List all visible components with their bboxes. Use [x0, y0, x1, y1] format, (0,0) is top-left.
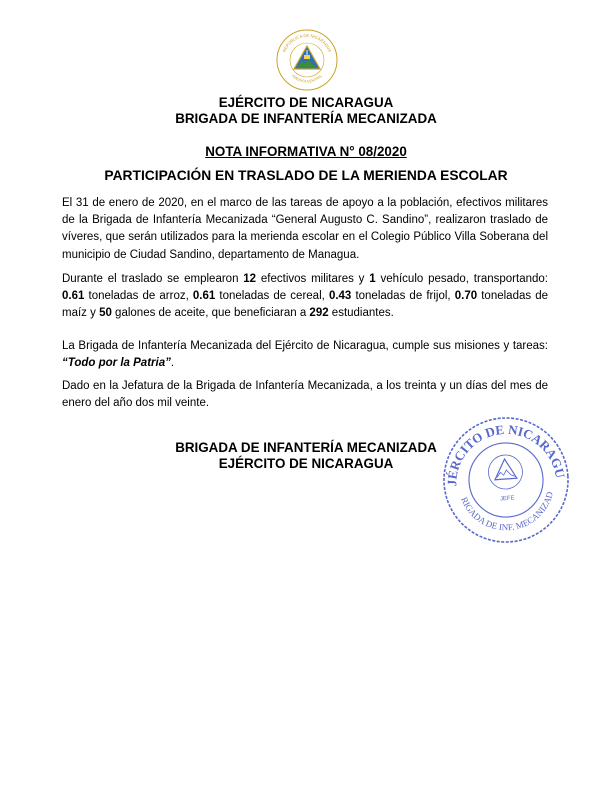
nicaragua-coat-of-arms-icon — [294, 46, 320, 69]
coat-of-arms-seal — [275, 28, 339, 92]
stamp-emblem-icon — [487, 454, 523, 490]
paragraph-given: Dado en la Jefatura de la Brigada de Infantería Mecanizada, a los treinta y un días del mes de enero del año dos mil veinte. — [62, 380, 548, 410]
svg-text:EJÉRCITO DE NICARAGUA — [440, 414, 568, 488]
official-stamp — [440, 414, 572, 546]
note-title: NOTA INFORMATIVA N° 08/2020 — [205, 144, 407, 159]
oil-gallons: 50 — [99, 307, 112, 320]
army-heading: EJÉRCITO DE NICARAGUA — [218, 95, 394, 110]
seal-bottom-text: AMÉRICA CENTRAL — [290, 73, 324, 84]
corn-tons: 0.70 — [454, 290, 478, 303]
stamp-top-text: EJÉRCITO DE NICARAGUA — [444, 421, 568, 487]
rice-tons: 0.61 — [62, 290, 85, 303]
vehicle-count: 1 — [369, 273, 376, 285]
paragraph-logistics: Durante el traslado se emplearon 12 efectivos militares y 1 vehículo pesado, transportando: 0.61 toneladas de arroz, 0.61 toneladas de cereal, 0.43 toneladas de frijol, 0.70 toneladas de maíz y 50 galones de aceite, que beneficiaran a 292 estudiantes. — [62, 273, 549, 320]
stamp-bottom-text: BRIGADA DE INF. MECANIZADA — [459, 490, 556, 533]
cereal-tons: 0.61 — [192, 290, 216, 303]
beans-tons: 0.43 — [328, 290, 352, 303]
signature-army: EJÉRCITO DE NICARAGUA — [218, 456, 394, 471]
signature-brigade: BRIGADA DE INFANTERÍA MECANIZADA — [175, 440, 437, 455]
paragraph-mission: La Brigada de Infantería Mecanizada del Ejército de Nicaragua, cumple sus misiones y tareas: “Todo por la Patria”. — [62, 340, 548, 370]
motto: “Todo por la Patria” — [62, 357, 171, 370]
subject-heading: PARTICIPACIÓN EN TRASLADO DE LA MERIENDA ESCOLAR — [104, 168, 508, 183]
svg-text:AMÉRICA CENTRAL — [291, 74, 323, 84]
seal-top-text: REPÚBLICA DE NICARAGUA — [281, 32, 333, 53]
stamp-role: JEFE — [499, 495, 515, 503]
paragraph-intro: El 31 de enero de 2020, en el marco de las tareas de apoyo a la población, efectivos militares de la Brigada de Infantería Mecanizada “General Augusto C. Sandino”, realizaron traslado de víveres, que serán utilizados para la merienda escolar en el Colegio Público Villa Soberana del municipio de Ciudad Sandino, departamento de Managua. — [62, 197, 548, 261]
brigade-heading: BRIGADA DE INFANTERÍA MECANIZADA — [175, 111, 437, 126]
students-count: 292 — [309, 307, 329, 320]
troops-count: 12 — [243, 273, 257, 285]
